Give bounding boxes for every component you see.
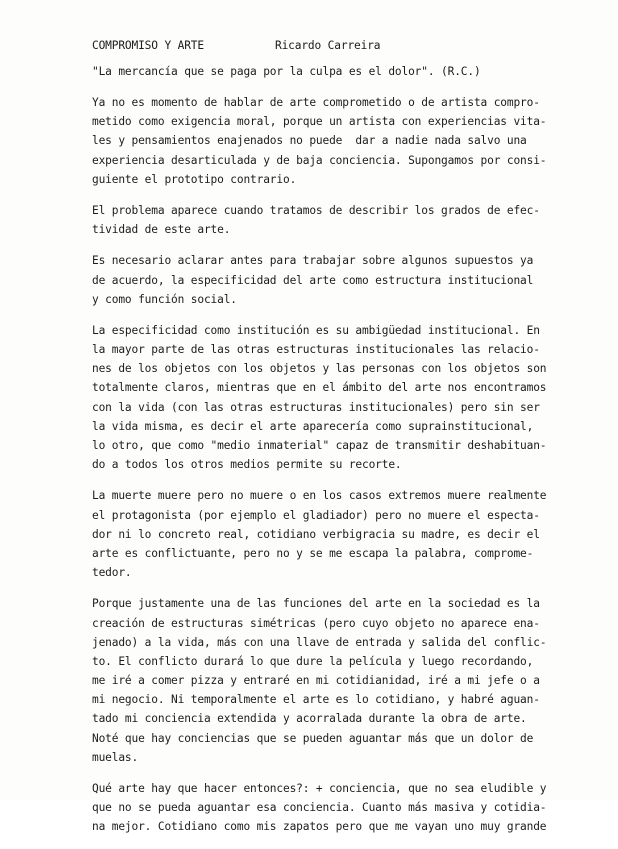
text-line: na mejor. Cotidiano como mis zapatos pero que me vayan uno muy grande [92, 820, 547, 834]
text-line: Porque justamente una de las funciones del arte en la sociedad es la [92, 597, 540, 611]
text-line: les y pensamientos enajenados no puede dar a nadie nada salvo una [92, 134, 527, 148]
text-line: guiente el prototipo contrario. [92, 172, 297, 186]
text-line: metido como exigencia moral, porque un artista con experiencias vita- [92, 115, 547, 129]
text-line: muelas. [92, 750, 139, 764]
text-line: Qué arte hay que hacer entonces?: + conciencia, que no sea eludible y [92, 782, 547, 795]
text-line: arte es conflictuante, pero no y se me escapa la palabra, comprome- [92, 546, 534, 560]
text-line: tedor. [92, 566, 132, 580]
text-line: que no se pueda aguantar esa conciencia. Cuanto más masiva y cotidia- [92, 801, 547, 815]
document-title: COMPROMISO Y ARTE [92, 39, 204, 52]
text-line: y como función social. [92, 292, 237, 306]
text-line: Es necesario aclarar antes para trabajar sobre algunos supuestos ya [92, 254, 534, 268]
paragraph [92, 779, 547, 837]
text-line: tividad de este arte. [92, 223, 231, 237]
text-line: creación de estructuras simétricas (pero cuyo objeto no aparece ena- [92, 616, 540, 630]
text-line: totalmente claros, mientras que en el ámbito del arte nos encontramos [92, 381, 547, 395]
text-line: to. El conflicto durará lo que dure la película y luego recordando, [92, 654, 534, 668]
text-line: mi negocio. Ni temporalmente el arte es lo cotidiano, y habré aguan- [92, 693, 540, 707]
text-line: El problema aparece cuando tratamos de describir los grados de efec- [92, 203, 540, 217]
text-line: do a todos los otros medios permite su recorte. [92, 458, 402, 472]
text-line: de acuerdo, la especificidad del arte como estructura institucional [92, 273, 534, 287]
paragraph [92, 321, 547, 475]
text-line: Noté que hay conciencias que se pueden aguantar más que un dolor de [92, 731, 534, 745]
paragraph [92, 251, 532, 309]
text-line: dor ni lo concreto real, cotidiano verbigracia su madre, es decir el [92, 527, 540, 541]
paragraph [92, 201, 540, 239]
text-line: lo otro, que como "medio inmaterial" capaz de transmitir deshabituan- [92, 439, 547, 452]
essay-body [92, 93, 547, 849]
text-line: el protagonista (por ejemplo el gladiador) pero no muere el especta- [92, 508, 540, 522]
text-line: la mayor parte de las otras estructuras institucionales las relacio- [92, 343, 540, 357]
text-line: La especificidad como institución es su ambigüedad institucional. En [92, 323, 540, 337]
paragraph [92, 93, 547, 189]
paragraph [92, 486, 547, 582]
paragraph [92, 594, 547, 767]
text-line: me iré a comer pizza y entraré en mi cotidianidad, iré a mi jefe o a [92, 674, 540, 688]
text-line: tado mi conciencia extendida y acorralada durante la obra de arte. [92, 712, 527, 726]
document-header [92, 39, 562, 55]
text-line: experiencia desarticulada y de baja conciencia. Supongamos por consi- [92, 153, 547, 167]
text-line: La muerte muere pero no muere o en los casos extremos muere realmente [92, 489, 547, 503]
text-line: nes de los objetos con los objetos y las personas con los objetos son [92, 362, 547, 376]
text-line: con la vida (con las otras estructuras institucionales) pero sin ser [92, 400, 540, 414]
text-line: la vida misma, es decir el arte aparecería como suprainstitucional, [92, 419, 534, 433]
document-author: Ricardo Carreira [275, 39, 381, 52]
text-line: Ya no es momento de hablar de arte comprometido o de artista compro- [92, 96, 540, 109]
text-line: jenado) a la vida, más con una llave de entrada y salida del conflic- [92, 635, 547, 649]
epigraph: "La mercancía que se paga por la culpa es el dolor". (R.C.) [92, 65, 481, 78]
